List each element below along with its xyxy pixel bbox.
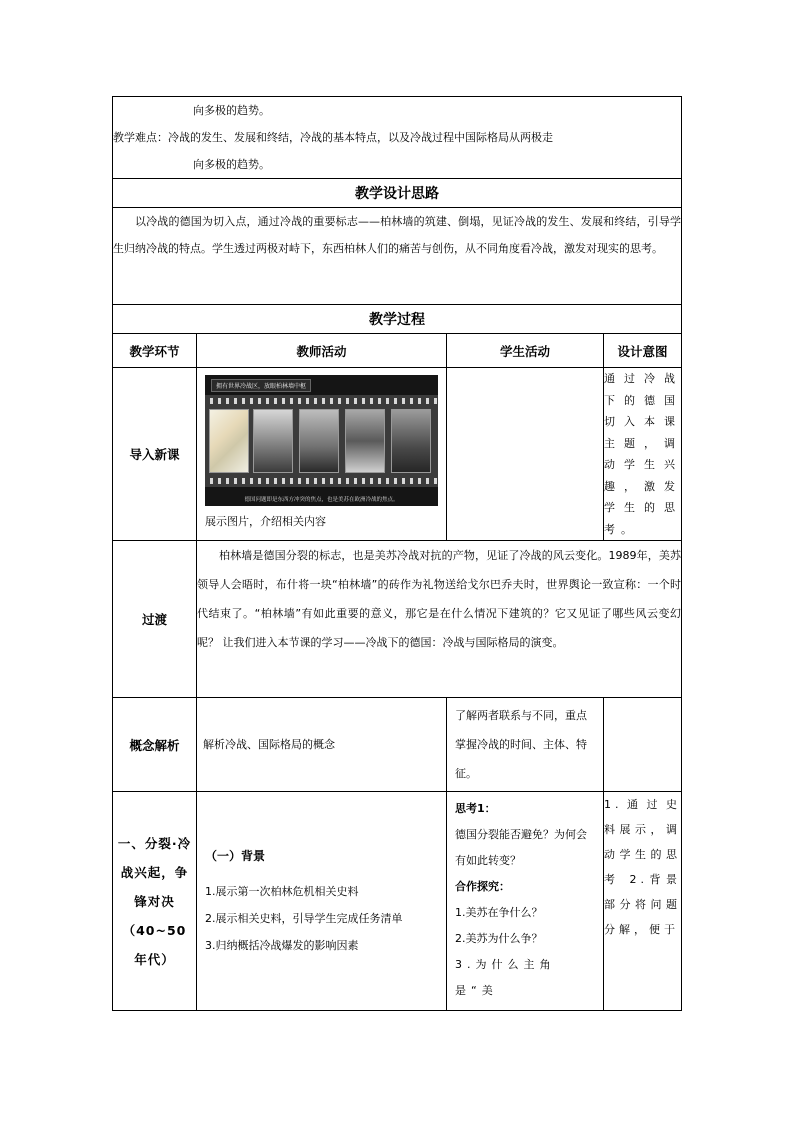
teacher-activity-split — [197, 792, 447, 1011]
lesson-plan-table — [112, 96, 682, 1011]
difficulty-line-2: 教学难点：冷战的发生、发展和终结，冷战的基本特点，以及冷战过程中国际格局从两极走 — [113, 131, 553, 144]
table-row-split — [113, 792, 682, 1011]
frame-airplane — [253, 409, 293, 473]
teacher-caption-intro: 展示图片，介绍相关内容 — [205, 515, 326, 528]
teacher-activity-intro — [197, 368, 447, 541]
column-header-teacher: 教师活动 — [197, 334, 447, 368]
stage-split: 一、分裂·冷战兴起，争锋对决（40~50年代） — [113, 792, 197, 1011]
film-strip — [205, 395, 438, 487]
frame-map — [209, 409, 249, 473]
teacher-activity-concept: 解析冷战、国际格局的概念 — [197, 698, 447, 792]
sprocket-bottom — [205, 478, 438, 484]
teacher-split-item-1: 1.展示第一次柏林危机相关史料 — [205, 885, 359, 898]
student-think-text: 德国分裂能否避免？为何会有如此转变？ — [455, 828, 587, 867]
student-activity-split — [447, 792, 604, 1011]
student-coop-label: 合作探究： — [455, 880, 510, 893]
design-heading: 教学设计思路 — [113, 179, 682, 208]
design-text: 以冷战的德国为切入点，通过冷战的重要标志——柏林墙的筑建、倒塌，见证冷战的发生、发展和终结，引导学生归纳冷战的特点。学生透过两极对峙下，东西柏林人们的痛苦与创伤，从不同角度看冷战，激发对现实的思考。 — [113, 208, 682, 305]
image-caption: 德国问题即是东西方冲突的焦点，也是美苏在欧洲冷战的焦点。 — [244, 497, 399, 503]
teacher-split-item-3: 3.归纳概括冷战爆发的影响因素 — [205, 939, 359, 952]
student-activity-concept: 了解两者联系与不同，重点掌握冷战的时间、主体、特征。 — [447, 698, 604, 792]
teacher-split-heading: （一）背景 — [205, 849, 266, 863]
student-item-1: 1.美苏在争什么？ — [455, 906, 543, 919]
student-item-3: 3.为什么主角是“美 — [455, 958, 556, 997]
design-intent-intro: 通过冷战下的德国切入本课主题，调动学生兴趣，激发学生的思考。 — [604, 368, 682, 541]
design-intent-concept — [604, 698, 682, 792]
process-heading: 教学过程 — [113, 305, 682, 334]
design-intent-split: 1.通过史料展示，调动学生的思考 2.背景部分将问题分解，便于 — [604, 792, 682, 1011]
student-item-2: 2.美苏为什么争？ — [455, 932, 543, 945]
frame-people — [299, 409, 339, 473]
image-title: 拥有世界冷战区，放眼柏林墙中枢 — [211, 379, 311, 392]
cold-war-film-image — [205, 375, 438, 506]
column-header-student: 学生活动 — [447, 334, 604, 368]
column-header-intent: 设计意图 — [604, 334, 682, 368]
table-row-intro — [113, 368, 682, 541]
transition-text: 柏林墙是德国分裂的标志，也是美苏冷战对抗的产物，见证了冷战的风云变化。1989年，美苏领导人会晤时，布什将一块“柏林墙”的砖作为礼物送给戈尔巴乔夫时，世界舆论一致宣称：一个时代结束了。“柏林墙”有如此重要的意义，那它是在什么情况下建筑的？它又见证了哪些风云变幻呢？ 让我们进入本节课的学习——冷战下的德国：冷战与国际格局的演变。 — [197, 541, 682, 698]
table-row-transition — [113, 541, 682, 698]
student-activity-intro — [447, 368, 604, 541]
frame-wall — [345, 409, 385, 473]
difficulty-line-3: 向多极的趋势。 — [193, 158, 270, 171]
frame-crowd — [391, 409, 431, 473]
table-row-concept — [113, 698, 682, 792]
student-think-label: 思考1： — [455, 802, 496, 815]
sprocket-top — [205, 398, 438, 404]
difficulty-line-1: 向多极的趋势。 — [193, 104, 270, 117]
teacher-split-item-2: 2.展示相关史料，引导学生完成任务清单 — [205, 912, 403, 925]
stage-concept: 概念解析 — [113, 698, 197, 792]
stage-intro: 导入新课 — [113, 368, 197, 541]
stage-transition: 过渡 — [113, 541, 197, 698]
column-header-stage: 教学环节 — [113, 334, 197, 368]
difficulty-section — [113, 97, 682, 179]
